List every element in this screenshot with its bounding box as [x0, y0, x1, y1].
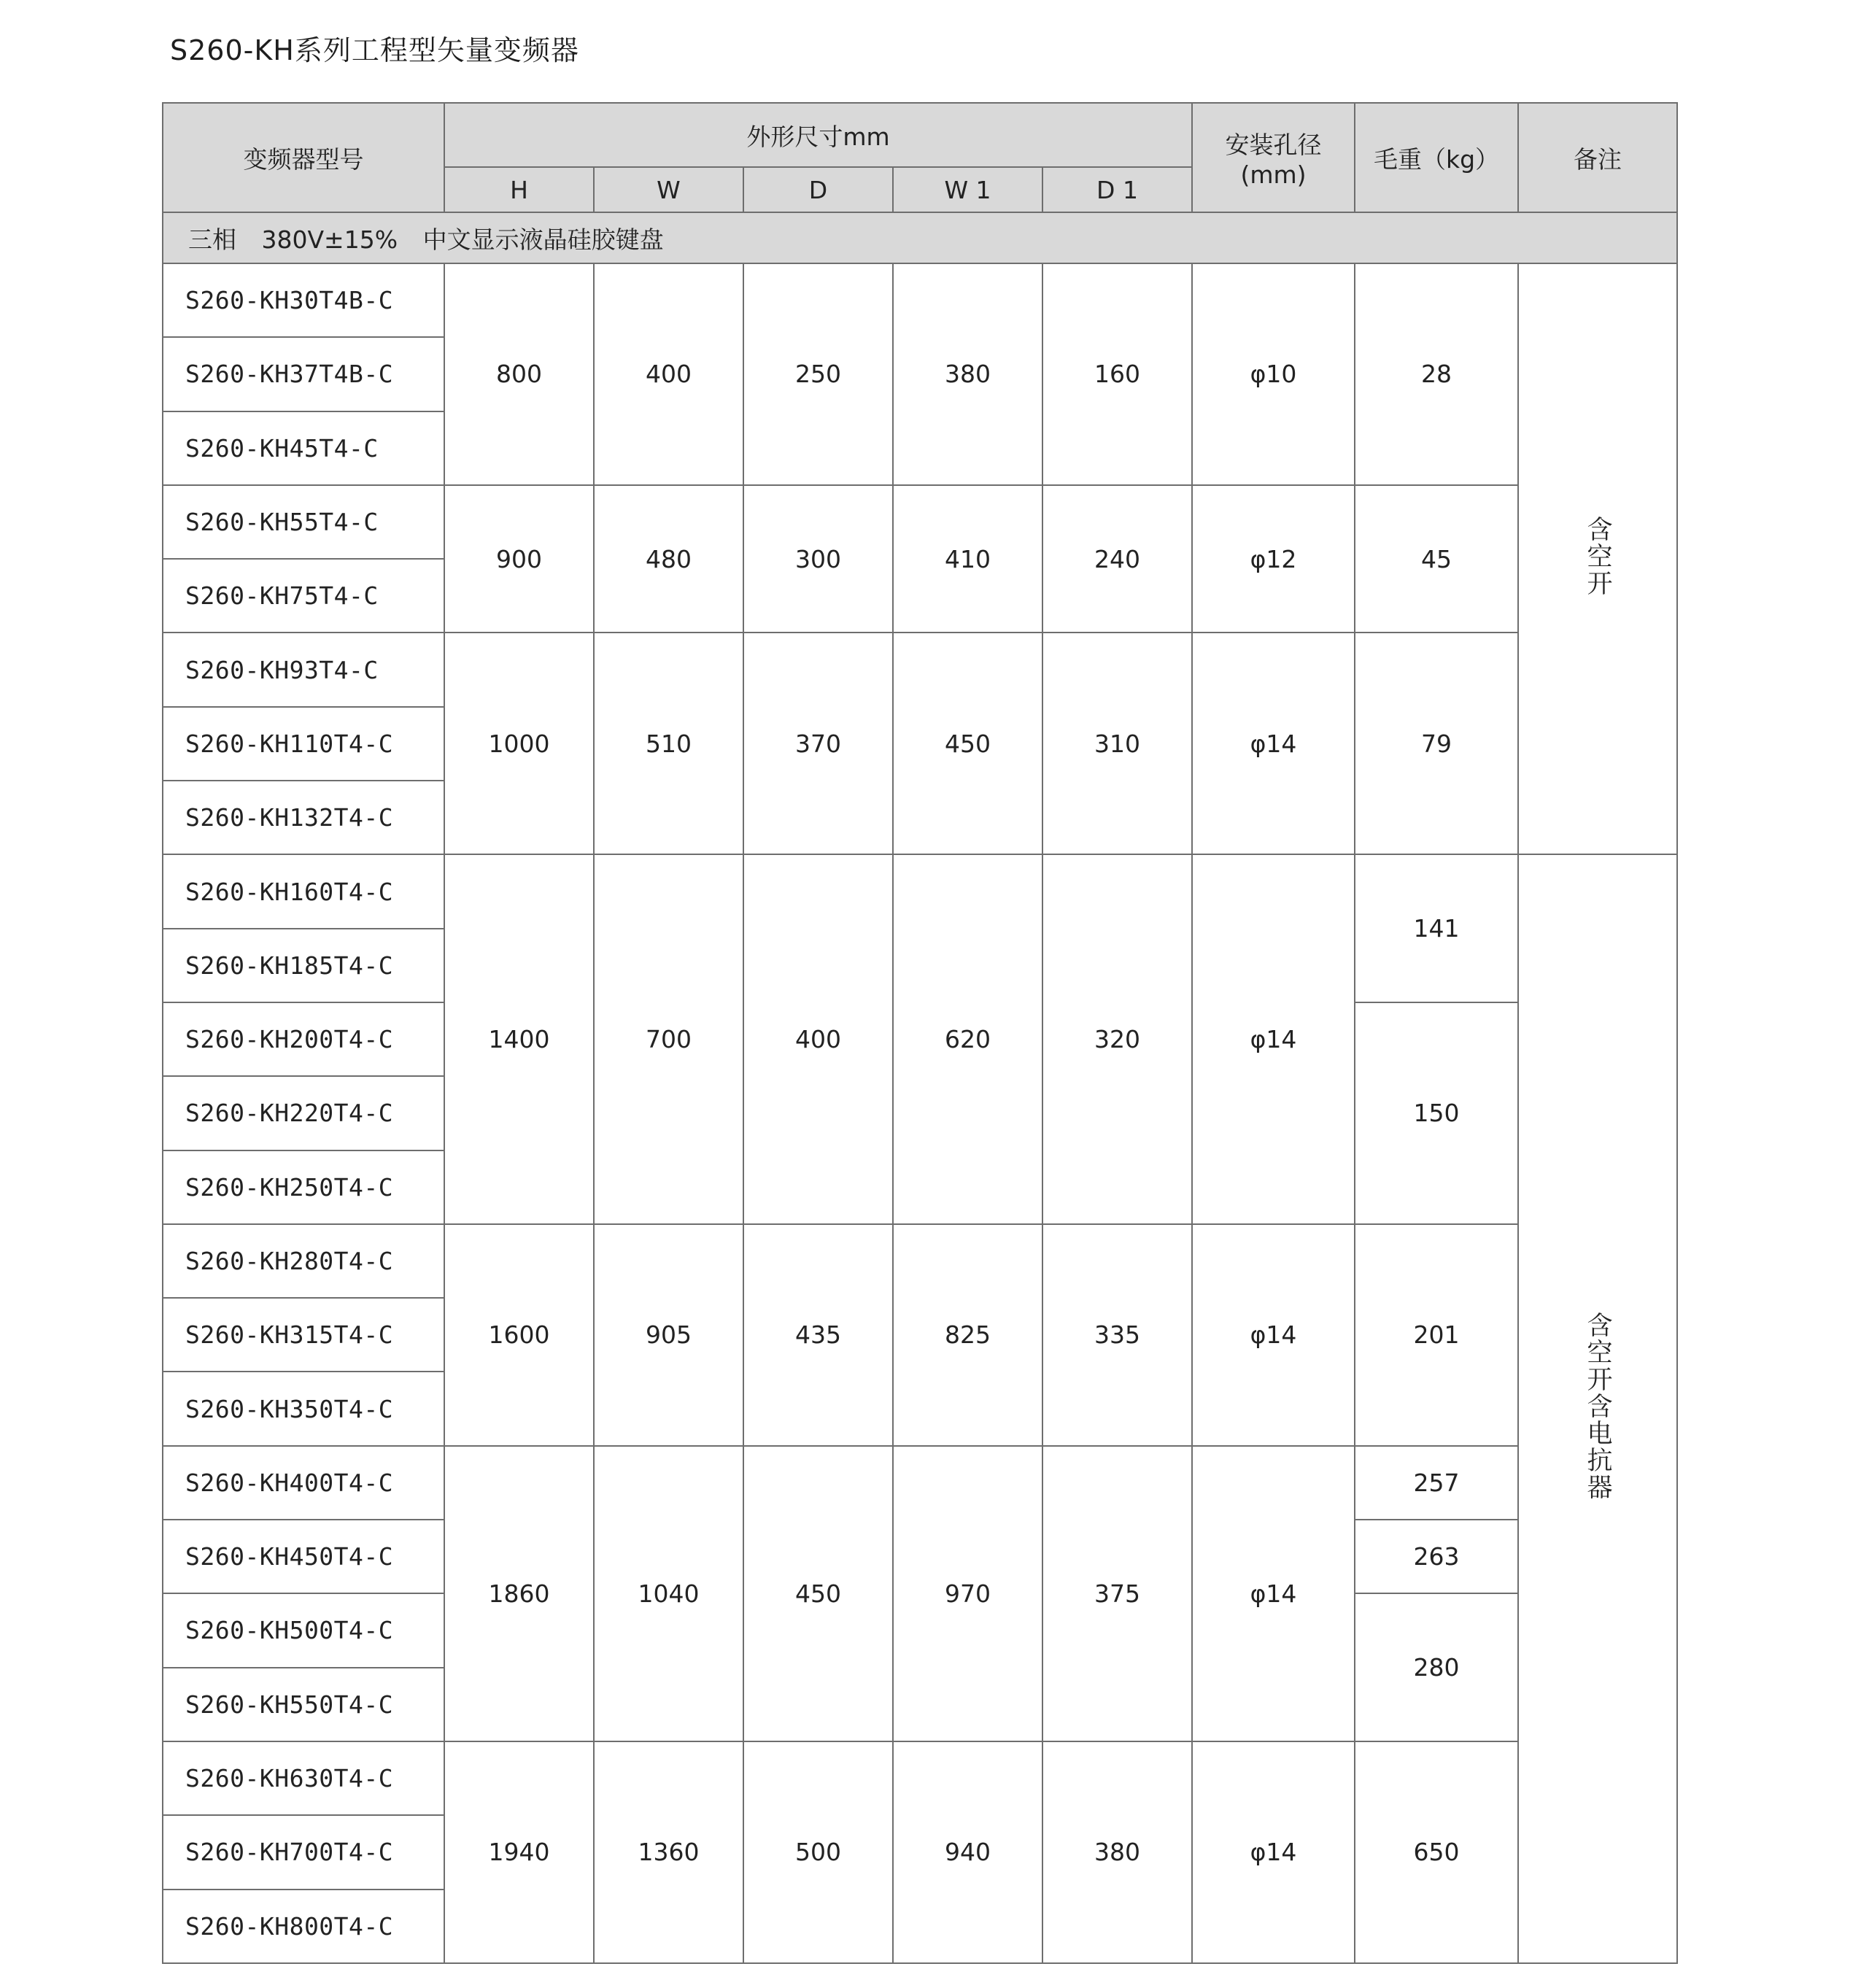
weight-cell: 201	[1355, 1224, 1518, 1446]
model-cell: S260-KH450T4-C	[163, 1520, 444, 1593]
header-h: H	[444, 167, 594, 212]
weight-cell: 263	[1355, 1520, 1518, 1593]
header-d1: D 1	[1042, 167, 1192, 212]
section-phase: 三相	[188, 225, 236, 254]
hole-cell: φ14	[1192, 1224, 1355, 1446]
model-cell: S260-KH110T4-C	[163, 707, 444, 781]
dim-w-cell: 700	[594, 854, 743, 1223]
table-row	[163, 854, 1677, 928]
weight-cell: 257	[1355, 1446, 1518, 1520]
spec-table	[162, 102, 1678, 1964]
table-row	[163, 485, 1677, 559]
hole-cell: φ14	[1192, 854, 1355, 1223]
model-cell: S260-KH93T4-C	[163, 633, 444, 706]
model-cell: S260-KH550T4-C	[163, 1668, 444, 1741]
model-cell: S260-KH185T4-C	[163, 929, 444, 1002]
table-row	[163, 263, 1677, 337]
dim-h-cell: 1400	[444, 854, 594, 1223]
model-cell: S260-KH220T4-C	[163, 1076, 444, 1150]
model-cell: S260-KH700T4-C	[163, 1815, 444, 1889]
page-title: S260-KH系列工程型矢量变频器	[170, 34, 579, 66]
model-cell: S260-KH500T4-C	[163, 1593, 444, 1667]
table-row	[163, 1224, 1677, 1298]
model-cell: S260-KH45T4-C	[163, 411, 444, 485]
section-cell	[163, 212, 1677, 263]
dim-w1-cell: 620	[893, 854, 1042, 1223]
note-text: 含空开含电抗器	[1583, 1311, 1613, 1501]
model-cell: S260-KH160T4-C	[163, 854, 444, 928]
model-cell: S260-KH37T4B-C	[163, 337, 444, 411]
header-d: D	[743, 167, 893, 212]
dim-d-cell: 500	[743, 1741, 893, 1963]
section-display: 中文显示液晶硅胶键盘	[422, 225, 664, 254]
weight-cell: 650	[1355, 1741, 1518, 1963]
hole-cell: φ14	[1192, 1741, 1355, 1963]
dim-d-cell: 300	[743, 485, 893, 633]
weight-cell: 45	[1355, 485, 1518, 633]
dim-h-cell: 900	[444, 485, 594, 633]
header-w: W	[594, 167, 743, 212]
note-cell	[1518, 854, 1677, 1962]
dim-d1-cell: 240	[1042, 485, 1192, 633]
dim-d-cell: 400	[743, 854, 893, 1223]
hole-cell: φ10	[1192, 263, 1355, 485]
dim-w1-cell: 940	[893, 1741, 1042, 1963]
header-dimensions: 外形尺寸mm	[444, 103, 1192, 167]
model-cell: S260-KH800T4-C	[163, 1890, 444, 1963]
dim-d1-cell: 310	[1042, 633, 1192, 854]
note-text: 含空开	[1583, 515, 1613, 597]
model-cell: S260-KH200T4-C	[163, 1002, 444, 1076]
weight-cell: 28	[1355, 263, 1518, 485]
model-cell: S260-KH30T4B-C	[163, 263, 444, 337]
dim-w1-cell: 825	[893, 1224, 1042, 1446]
dim-w-cell: 1040	[594, 1446, 743, 1741]
dim-w1-cell: 970	[893, 1446, 1042, 1741]
section-voltage: 380V±15%	[261, 225, 398, 254]
weight-cell: 280	[1355, 1593, 1518, 1741]
table-row	[163, 1446, 1677, 1520]
dim-d-cell: 450	[743, 1446, 893, 1741]
dim-h-cell: 800	[444, 263, 594, 485]
dim-d1-cell: 160	[1042, 263, 1192, 485]
dim-d-cell: 250	[743, 263, 893, 485]
dim-w1-cell: 450	[893, 633, 1042, 854]
model-cell: S260-KH250T4-C	[163, 1150, 444, 1224]
note-cell	[1518, 263, 1677, 854]
dim-w1-cell: 380	[893, 263, 1042, 485]
hole-cell: φ14	[1192, 633, 1355, 854]
model-cell: S260-KH315T4-C	[163, 1298, 444, 1372]
weight-cell: 79	[1355, 633, 1518, 854]
dim-w-cell: 510	[594, 633, 743, 854]
dim-h-cell: 1860	[444, 1446, 594, 1741]
dim-h-cell: 1600	[444, 1224, 594, 1446]
dim-w-cell: 905	[594, 1224, 743, 1446]
model-cell: S260-KH132T4-C	[163, 781, 444, 854]
dim-d1-cell: 320	[1042, 854, 1192, 1223]
dim-d-cell: 370	[743, 633, 893, 854]
dim-d1-cell: 335	[1042, 1224, 1192, 1446]
model-cell: S260-KH630T4-C	[163, 1741, 444, 1815]
header-gross-weight: 毛重（kg）	[1355, 103, 1518, 212]
hole-cell: φ14	[1192, 1446, 1355, 1741]
header-model: 变频器型号	[163, 103, 444, 212]
header-note: 备注	[1518, 103, 1677, 212]
dim-d-cell: 435	[743, 1224, 893, 1446]
header-w1: W 1	[893, 167, 1042, 212]
model-cell: S260-KH280T4-C	[163, 1224, 444, 1298]
weight-cell: 150	[1355, 1002, 1518, 1224]
dim-w1-cell: 410	[893, 485, 1042, 633]
model-cell: S260-KH55T4-C	[163, 485, 444, 559]
weight-cell: 141	[1355, 854, 1518, 1002]
dim-d1-cell: 375	[1042, 1446, 1192, 1741]
section-row	[163, 212, 1677, 263]
table-row	[163, 1741, 1677, 1815]
dim-h-cell: 1940	[444, 1741, 594, 1963]
model-cell: S260-KH350T4-C	[163, 1372, 444, 1445]
model-cell: S260-KH75T4-C	[163, 559, 444, 633]
table-row	[163, 633, 1677, 706]
model-cell: S260-KH400T4-C	[163, 1446, 444, 1520]
hole-cell: φ12	[1192, 485, 1355, 633]
dim-w-cell: 1360	[594, 1741, 743, 1963]
dim-w-cell: 480	[594, 485, 743, 633]
dim-h-cell: 1000	[444, 633, 594, 854]
header-mounting-hole: 安装孔径(mm)	[1192, 103, 1355, 212]
dim-w-cell: 400	[594, 263, 743, 485]
dim-d1-cell: 380	[1042, 1741, 1192, 1963]
